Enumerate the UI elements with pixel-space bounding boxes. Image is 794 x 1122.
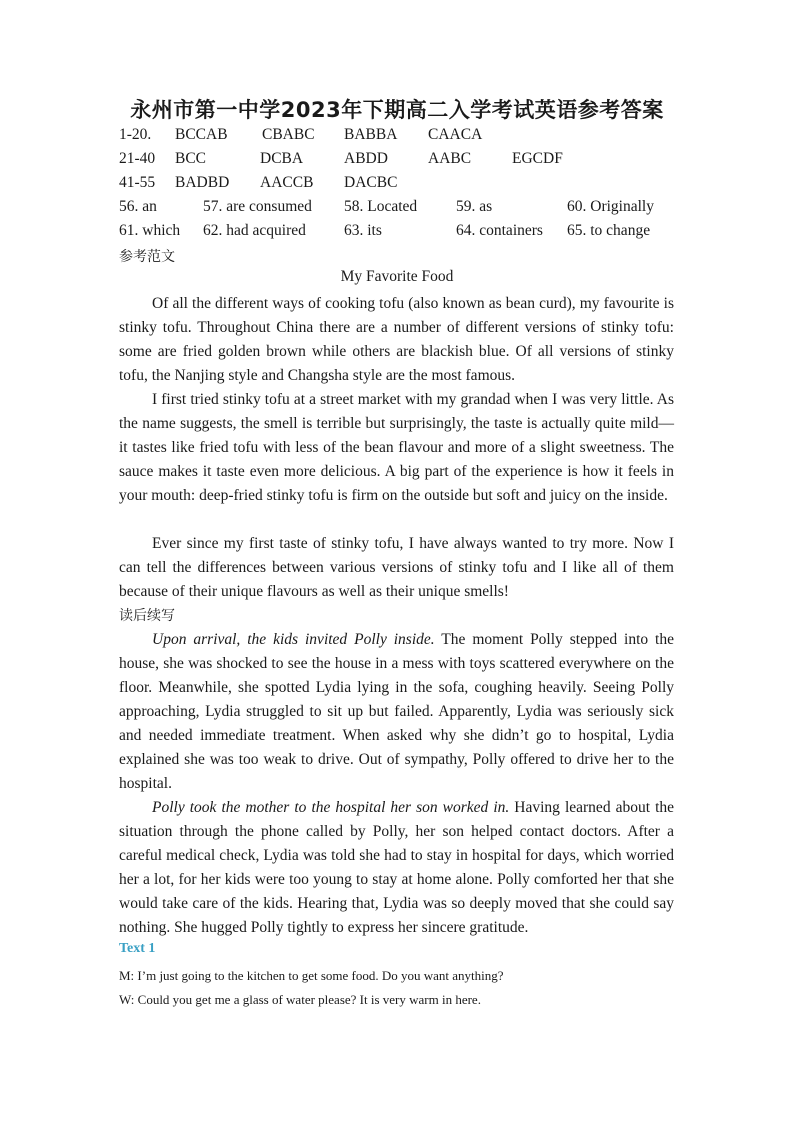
fill-answer: 59. as bbox=[456, 198, 493, 215]
fill-answer: 57. are consumed bbox=[203, 198, 312, 215]
continuation-paragraph bbox=[119, 796, 674, 940]
fill-answer: 63. its bbox=[344, 222, 382, 239]
answer-group: DCBA bbox=[260, 150, 304, 167]
paragraph-body: Having learned about the situation through the phone called by Polly, her son helped contact doctors. After a careful medical check, Lydia was told she had to stay in hospital for days, which worried her a lot, for her kids were too young to stay at home alone. Polly comforted her that she would take care of the kids. Hearing that, Lydia was so deeply moved that she could say nothing. She hugged Polly tightly to express her sincere gratitude. bbox=[119, 799, 674, 936]
answer-group: CAACA bbox=[428, 126, 483, 143]
answer-range: 21-40 bbox=[119, 150, 156, 167]
answer-group: BADBD bbox=[175, 174, 230, 191]
fill-answer-row bbox=[0, 222, 794, 246]
essay-paragraph: I first tried stinky tofu at a street market with my grandad when I was very little. As the name suggests, the smell is terrible but surprisingly, the taste is actually quite mild—it tastes like fried tofu with less of the bean flavour and more of a slight sweetness. The sauce makes it taste even more delicious. A big part of the experience is how it feels in your mouth: deep-fried stinky tofu is firm on the outside but soft and juicy on the inside. bbox=[119, 391, 674, 504]
answer-group: AACCB bbox=[260, 174, 314, 191]
fill-answer: 58. Located bbox=[344, 198, 418, 215]
paragraph-lead-sentence: Polly took the mother to the hospital her son worked in. bbox=[152, 799, 510, 816]
page-title: 永州市第一中学2023年下期高二入学考试英语参考答案 bbox=[130, 98, 664, 122]
transcript-line: M: I’m just going to the kitchen to get some food. Do you want anything? bbox=[119, 968, 504, 983]
answer-range: 41-55 bbox=[119, 174, 156, 191]
answer-row bbox=[0, 126, 794, 150]
transcript-line: W: Could you get me a glass of water please? It is very warm in here. bbox=[119, 992, 481, 1007]
answer-row bbox=[0, 150, 794, 174]
answer-group: BCCAB bbox=[175, 126, 228, 143]
essay-paragraph: Ever since my first taste of stinky tofu, I have always wanted to try more. Now I can tell the differences between various versions of stinky tofu and I like all of them because of their unique flavours as well as their unique smells! bbox=[119, 535, 674, 600]
continuation-label: 读后续写 bbox=[119, 608, 175, 624]
answer-row bbox=[0, 174, 794, 198]
answer-group: ABDD bbox=[344, 150, 388, 167]
fill-answer: 56. an bbox=[119, 198, 157, 215]
paragraph-lead-sentence: Upon arrival, the kids invited Polly inside. bbox=[152, 631, 435, 648]
answer-group: BABBA bbox=[344, 126, 398, 143]
answer-group: DACBC bbox=[344, 174, 398, 191]
answer-group: BCC bbox=[175, 150, 207, 167]
fill-answer: 61. which bbox=[119, 222, 181, 239]
fill-answer: 64. containers bbox=[456, 222, 543, 239]
model-essay-label: 参考范文 bbox=[119, 249, 175, 265]
fill-answer: 62. had acquired bbox=[203, 222, 306, 239]
answer-group: EGCDF bbox=[512, 150, 563, 167]
answer-range: 1-20. bbox=[119, 126, 152, 143]
essay-paragraph: Of all the different ways of cooking tofu (also known as bean curd), my favourite is stinky tofu. Throughout China there are a number of different versions of stinky tofu: some are fried golden brown while others are blackish blue. Of all versions of stinky tofu, the Nanjing style and Changsha style are the most famous. bbox=[119, 295, 674, 384]
continuation-paragraph bbox=[119, 628, 674, 796]
paragraph-body: The moment Polly stepped into the house, she was shocked to see the house in a mess with toys scattered everywhere on the floor. Meanwhile, she spotted Lydia lying in the sofa, coughing heavily. Seeing Polly approaching, Lydia struggled to sit up but failed. Apparently, Lydia was seriously sick and needed immediate treatment. When asked why she didn’t go to hospital, Lydia explained she was too weak to drive. Out of sympathy, Polly offered to drive her to the hospital. bbox=[119, 631, 674, 792]
transcript-heading: Text 1 bbox=[119, 941, 156, 956]
fill-answer: 60. Originally bbox=[567, 198, 654, 215]
fill-answer: 65. to change bbox=[567, 222, 651, 239]
fill-answer-row bbox=[0, 198, 794, 222]
answer-group: CBABC bbox=[262, 126, 315, 143]
answer-group: AABC bbox=[428, 150, 472, 167]
essay-title: My Favorite Food bbox=[340, 268, 454, 285]
